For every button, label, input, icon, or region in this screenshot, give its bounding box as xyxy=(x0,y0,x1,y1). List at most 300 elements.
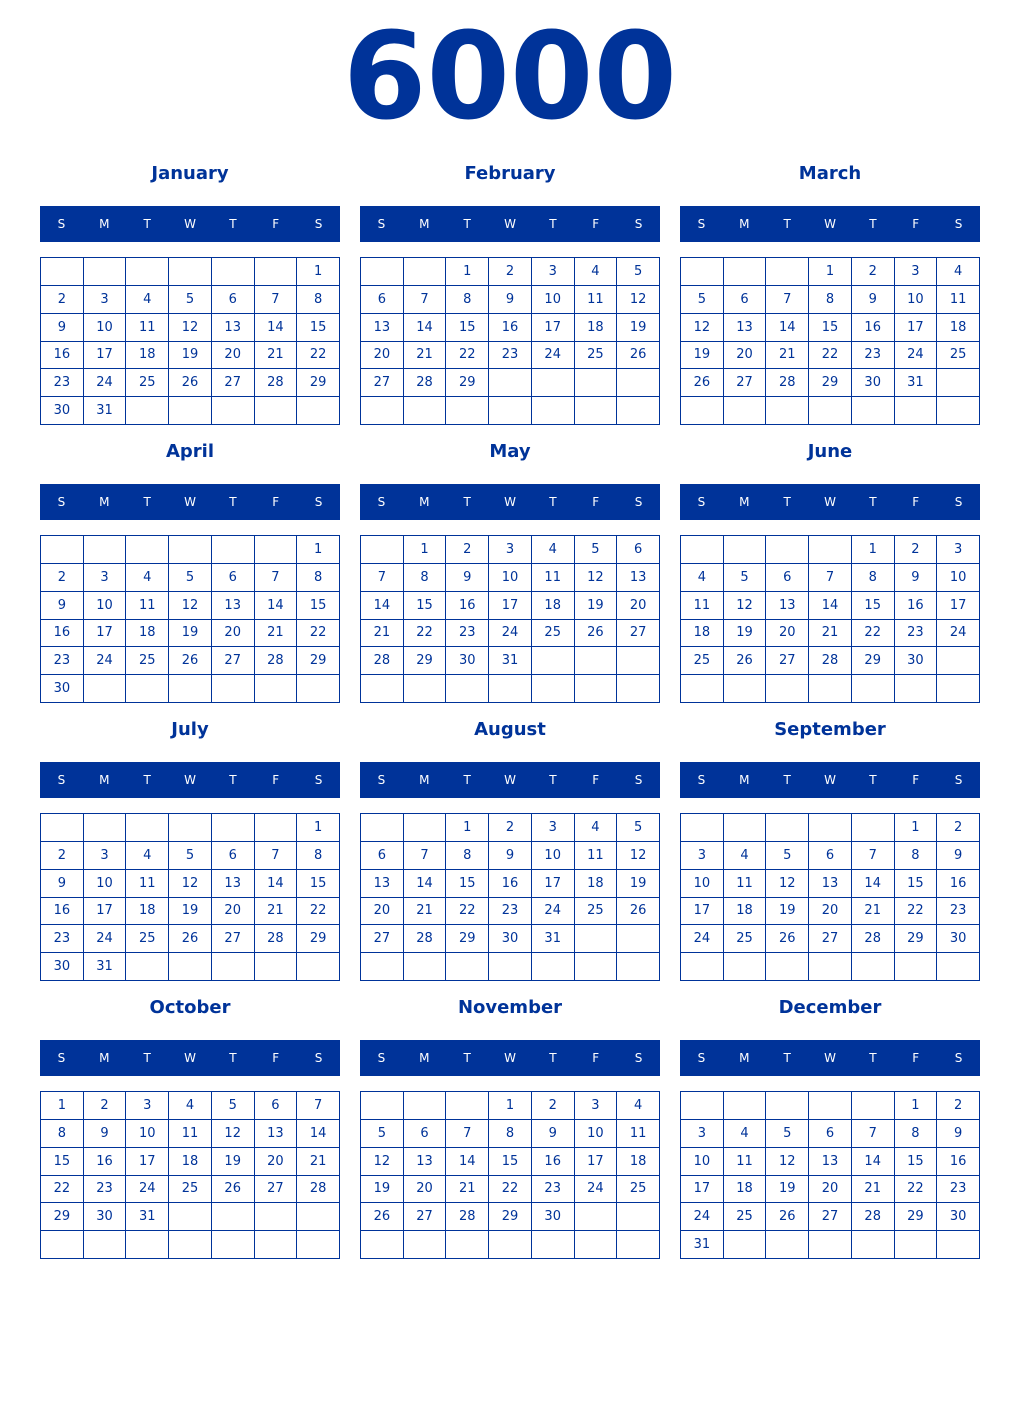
weekday-header: T xyxy=(463,495,471,509)
day-cell: 24 xyxy=(895,342,938,370)
day-cell: 13 xyxy=(361,870,404,898)
weekday-header: W xyxy=(824,773,836,787)
day-cell: 20 xyxy=(255,1148,298,1176)
empty-day-cell xyxy=(532,647,575,675)
day-cell: 21 xyxy=(852,898,895,926)
weekday-header: T xyxy=(229,495,237,509)
weekday-header-bar xyxy=(40,1040,340,1076)
weekday-header: T xyxy=(229,217,237,231)
day-cell: 29 xyxy=(297,647,340,675)
day-cell: 12 xyxy=(169,314,212,342)
day-cell: 5 xyxy=(212,1092,255,1120)
day-cell: 27 xyxy=(809,1203,852,1231)
empty-day-cell xyxy=(852,397,895,425)
empty-day-cell xyxy=(126,675,169,703)
day-cell: 9 xyxy=(895,564,938,592)
day-cell: 26 xyxy=(169,925,212,953)
day-cell: 5 xyxy=(766,1120,809,1148)
empty-day-cell xyxy=(681,814,724,842)
day-cell: 30 xyxy=(895,647,938,675)
day-cell: 29 xyxy=(297,369,340,397)
day-cell: 23 xyxy=(532,1176,575,1204)
day-cell: 11 xyxy=(575,286,618,314)
day-cell: 8 xyxy=(404,564,447,592)
empty-day-cell xyxy=(212,675,255,703)
day-cell: 9 xyxy=(532,1120,575,1148)
day-cell: 13 xyxy=(404,1148,447,1176)
weekday-header: S xyxy=(634,217,643,231)
empty-day-cell xyxy=(766,536,809,564)
weekday-header: M xyxy=(419,495,430,509)
weekday-header: T xyxy=(143,217,151,231)
day-cell: 28 xyxy=(255,369,298,397)
empty-day-cell xyxy=(937,953,980,981)
day-cell: 15 xyxy=(895,870,938,898)
day-cell: 10 xyxy=(681,870,724,898)
day-cell: 11 xyxy=(126,870,169,898)
empty-day-cell xyxy=(446,953,489,981)
empty-day-cell xyxy=(617,369,660,397)
empty-day-cell xyxy=(852,1092,895,1120)
day-cell: 22 xyxy=(489,1176,532,1204)
weekday-header-bar xyxy=(360,484,660,520)
day-cell: 7 xyxy=(809,564,852,592)
day-cell: 18 xyxy=(724,1176,767,1204)
day-cell: 16 xyxy=(41,620,84,648)
day-cell: 22 xyxy=(41,1176,84,1204)
day-cell: 25 xyxy=(724,925,767,953)
weekday-header: M xyxy=(99,495,110,509)
weekday-header: T xyxy=(143,773,151,787)
day-cell: 24 xyxy=(937,620,980,648)
weekday-header: F xyxy=(912,495,920,509)
day-cell: 14 xyxy=(255,592,298,620)
month-name: September xyxy=(774,719,886,740)
empty-day-cell xyxy=(681,675,724,703)
day-cell: 27 xyxy=(361,369,404,397)
day-cell: 19 xyxy=(724,620,767,648)
day-cell: 18 xyxy=(532,592,575,620)
day-cell: 3 xyxy=(84,286,127,314)
day-cell: 6 xyxy=(212,286,255,314)
weekday-header: T xyxy=(549,217,557,231)
day-cell: 1 xyxy=(297,814,340,842)
day-cell: 1 xyxy=(41,1092,84,1120)
day-cell: 3 xyxy=(532,258,575,286)
day-cell: 23 xyxy=(41,647,84,675)
day-cell: 10 xyxy=(84,592,127,620)
day-cell: 30 xyxy=(41,675,84,703)
weekday-header: M xyxy=(739,217,750,231)
day-cell: 16 xyxy=(41,342,84,370)
empty-day-cell xyxy=(361,397,404,425)
day-cell: 17 xyxy=(532,314,575,342)
weekday-header: W xyxy=(824,495,836,509)
weekday-header: S xyxy=(697,495,706,509)
day-cell: 4 xyxy=(937,258,980,286)
empty-day-cell xyxy=(617,675,660,703)
month-name: February xyxy=(464,163,556,184)
empty-day-cell xyxy=(255,953,298,981)
empty-day-cell xyxy=(681,953,724,981)
day-cell: 4 xyxy=(617,1092,660,1120)
day-cell: 27 xyxy=(212,647,255,675)
weekday-header: S xyxy=(57,495,66,509)
empty-day-cell xyxy=(766,1092,809,1120)
weekday-header: S xyxy=(314,1051,323,1065)
weekday-header: F xyxy=(592,495,600,509)
day-cell: 28 xyxy=(361,647,404,675)
day-cell: 14 xyxy=(297,1120,340,1148)
day-cell: 14 xyxy=(255,314,298,342)
empty-day-cell xyxy=(852,675,895,703)
day-cell: 31 xyxy=(532,925,575,953)
day-cell: 11 xyxy=(126,314,169,342)
empty-day-cell xyxy=(937,647,980,675)
weekday-header: S xyxy=(954,495,963,509)
day-cell: 15 xyxy=(852,592,895,620)
empty-day-cell xyxy=(724,814,767,842)
day-cell: 2 xyxy=(937,814,980,842)
empty-day-cell xyxy=(532,369,575,397)
day-cell: 12 xyxy=(212,1120,255,1148)
empty-day-cell xyxy=(852,814,895,842)
day-cell: 14 xyxy=(404,314,447,342)
day-cell: 16 xyxy=(532,1148,575,1176)
empty-day-cell xyxy=(617,1203,660,1231)
empty-day-cell xyxy=(575,397,618,425)
day-cell: 11 xyxy=(169,1120,212,1148)
day-cell: 14 xyxy=(255,870,298,898)
empty-day-cell xyxy=(937,675,980,703)
day-cell: 29 xyxy=(446,369,489,397)
day-cell: 3 xyxy=(575,1092,618,1120)
day-cell: 13 xyxy=(212,592,255,620)
day-cell: 2 xyxy=(489,814,532,842)
empty-day-cell xyxy=(937,369,980,397)
day-cell: 26 xyxy=(681,369,724,397)
day-cell: 4 xyxy=(532,536,575,564)
day-cell: 9 xyxy=(937,842,980,870)
month-name: August xyxy=(474,719,546,740)
day-cell: 9 xyxy=(937,1120,980,1148)
day-cell: 1 xyxy=(895,1092,938,1120)
day-cell: 16 xyxy=(489,314,532,342)
day-cell: 15 xyxy=(41,1148,84,1176)
empty-day-cell xyxy=(361,814,404,842)
day-cell: 26 xyxy=(169,647,212,675)
day-cell: 7 xyxy=(446,1120,489,1148)
weekday-header: M xyxy=(99,1051,110,1065)
empty-day-cell xyxy=(212,953,255,981)
empty-day-cell xyxy=(809,1231,852,1259)
day-cell: 12 xyxy=(575,564,618,592)
empty-day-cell xyxy=(766,953,809,981)
empty-day-cell xyxy=(489,675,532,703)
month-name: October xyxy=(149,997,231,1018)
day-cell: 25 xyxy=(126,647,169,675)
weekday-header: M xyxy=(739,1051,750,1065)
day-cell: 29 xyxy=(489,1203,532,1231)
weekday-header: T xyxy=(463,217,471,231)
weekday-header: T xyxy=(869,1051,877,1065)
day-grid xyxy=(40,257,340,425)
empty-day-cell xyxy=(809,1092,852,1120)
day-cell: 6 xyxy=(404,1120,447,1148)
day-cell: 21 xyxy=(404,342,447,370)
weekday-header: S xyxy=(954,217,963,231)
day-cell: 1 xyxy=(404,536,447,564)
day-cell: 19 xyxy=(361,1176,404,1204)
empty-day-cell xyxy=(404,814,447,842)
weekday-header: S xyxy=(377,217,386,231)
empty-day-cell xyxy=(809,953,852,981)
day-cell: 26 xyxy=(212,1176,255,1204)
weekday-header: S xyxy=(954,1051,963,1065)
day-cell: 30 xyxy=(852,369,895,397)
day-grid xyxy=(40,1091,340,1259)
day-cell: 27 xyxy=(766,647,809,675)
day-cell: 10 xyxy=(126,1120,169,1148)
day-cell: 29 xyxy=(404,647,447,675)
day-cell: 12 xyxy=(681,314,724,342)
day-cell: 15 xyxy=(297,314,340,342)
day-cell: 16 xyxy=(446,592,489,620)
month-name: January xyxy=(151,163,229,184)
day-cell: 10 xyxy=(84,870,127,898)
day-cell: 26 xyxy=(766,925,809,953)
empty-day-cell xyxy=(169,258,212,286)
weekday-header: S xyxy=(314,217,323,231)
day-cell: 18 xyxy=(575,314,618,342)
weekday-header: S xyxy=(377,495,386,509)
day-cell: 3 xyxy=(489,536,532,564)
day-cell: 25 xyxy=(681,647,724,675)
month-name: June xyxy=(807,441,853,462)
day-cell: 18 xyxy=(169,1148,212,1176)
empty-day-cell xyxy=(169,953,212,981)
day-cell: 28 xyxy=(766,369,809,397)
weekday-header: T xyxy=(549,773,557,787)
day-cell: 7 xyxy=(297,1092,340,1120)
day-cell: 25 xyxy=(575,898,618,926)
day-cell: 20 xyxy=(361,898,404,926)
day-cell: 3 xyxy=(937,536,980,564)
day-cell: 22 xyxy=(809,342,852,370)
day-cell: 26 xyxy=(617,898,660,926)
day-cell: 1 xyxy=(446,814,489,842)
day-cell: 8 xyxy=(41,1120,84,1148)
day-cell: 6 xyxy=(809,842,852,870)
day-cell: 15 xyxy=(297,870,340,898)
day-cell: 24 xyxy=(84,925,127,953)
day-cell: 18 xyxy=(126,898,169,926)
day-cell: 25 xyxy=(937,342,980,370)
day-cell: 15 xyxy=(489,1148,532,1176)
day-cell: 19 xyxy=(617,314,660,342)
day-cell: 6 xyxy=(617,536,660,564)
day-cell: 28 xyxy=(852,1203,895,1231)
day-cell: 14 xyxy=(766,314,809,342)
day-cell: 9 xyxy=(446,564,489,592)
empty-day-cell xyxy=(41,536,84,564)
weekday-header: S xyxy=(954,773,963,787)
day-cell: 19 xyxy=(169,342,212,370)
weekday-header-bar xyxy=(360,1040,660,1076)
day-cell: 14 xyxy=(446,1148,489,1176)
weekday-header: F xyxy=(912,1051,920,1065)
day-cell: 12 xyxy=(169,870,212,898)
weekday-header: F xyxy=(912,773,920,787)
day-cell: 30 xyxy=(84,1203,127,1231)
day-cell: 1 xyxy=(297,258,340,286)
weekday-header: M xyxy=(99,773,110,787)
day-cell: 8 xyxy=(895,842,938,870)
empty-day-cell xyxy=(446,675,489,703)
day-cell: 7 xyxy=(766,286,809,314)
day-cell: 18 xyxy=(937,314,980,342)
day-cell: 7 xyxy=(404,286,447,314)
day-cell: 30 xyxy=(41,953,84,981)
day-cell: 11 xyxy=(532,564,575,592)
day-cell: 17 xyxy=(575,1148,618,1176)
weekday-header: S xyxy=(634,495,643,509)
weekday-header-bar xyxy=(40,484,340,520)
day-cell: 17 xyxy=(895,314,938,342)
day-cell: 3 xyxy=(84,842,127,870)
weekday-header: S xyxy=(634,773,643,787)
empty-day-cell xyxy=(681,536,724,564)
empty-day-cell xyxy=(895,1231,938,1259)
month-name: December xyxy=(778,997,882,1018)
weekday-header: M xyxy=(419,1051,430,1065)
weekday-header: W xyxy=(184,495,196,509)
day-cell: 16 xyxy=(852,314,895,342)
empty-day-cell xyxy=(724,1092,767,1120)
empty-day-cell xyxy=(404,953,447,981)
day-cell: 11 xyxy=(575,842,618,870)
day-cell: 26 xyxy=(724,647,767,675)
day-cell: 17 xyxy=(681,898,724,926)
day-cell: 4 xyxy=(575,814,618,842)
day-cell: 29 xyxy=(895,1203,938,1231)
weekday-header: T xyxy=(783,1051,791,1065)
day-cell: 12 xyxy=(766,1148,809,1176)
empty-day-cell xyxy=(255,1231,298,1259)
day-cell: 2 xyxy=(41,842,84,870)
empty-day-cell xyxy=(41,258,84,286)
empty-day-cell xyxy=(532,675,575,703)
day-cell: 13 xyxy=(617,564,660,592)
day-cell: 13 xyxy=(361,314,404,342)
day-cell: 23 xyxy=(895,620,938,648)
day-cell: 31 xyxy=(126,1203,169,1231)
day-cell: 22 xyxy=(895,1176,938,1204)
empty-day-cell xyxy=(724,675,767,703)
day-cell: 19 xyxy=(575,592,618,620)
day-cell: 18 xyxy=(617,1148,660,1176)
day-cell: 17 xyxy=(84,342,127,370)
empty-day-cell xyxy=(532,1231,575,1259)
day-cell: 27 xyxy=(404,1203,447,1231)
empty-day-cell xyxy=(809,675,852,703)
day-grid xyxy=(40,813,340,981)
weekday-header-bar xyxy=(680,1040,980,1076)
empty-day-cell xyxy=(361,953,404,981)
day-cell: 6 xyxy=(766,564,809,592)
day-cell: 21 xyxy=(255,898,298,926)
day-cell: 15 xyxy=(895,1148,938,1176)
day-cell: 19 xyxy=(766,1176,809,1204)
empty-day-cell xyxy=(532,953,575,981)
day-grid xyxy=(360,257,660,425)
day-cell: 25 xyxy=(126,369,169,397)
day-cell: 30 xyxy=(41,397,84,425)
day-cell: 1 xyxy=(809,258,852,286)
day-cell: 4 xyxy=(126,564,169,592)
day-cell: 16 xyxy=(937,1148,980,1176)
day-cell: 2 xyxy=(489,258,532,286)
weekday-header: T xyxy=(783,495,791,509)
weekday-header: W xyxy=(504,1051,516,1065)
empty-day-cell xyxy=(617,925,660,953)
day-cell: 2 xyxy=(84,1092,127,1120)
empty-day-cell xyxy=(489,369,532,397)
month-name: May xyxy=(489,441,531,462)
day-cell: 29 xyxy=(446,925,489,953)
day-cell: 24 xyxy=(126,1176,169,1204)
day-cell: 5 xyxy=(617,258,660,286)
day-cell: 10 xyxy=(84,314,127,342)
day-cell: 5 xyxy=(169,286,212,314)
day-grid xyxy=(680,257,980,425)
day-cell: 6 xyxy=(724,286,767,314)
empty-day-cell xyxy=(212,397,255,425)
day-cell: 20 xyxy=(617,592,660,620)
day-cell: 23 xyxy=(489,898,532,926)
day-cell: 5 xyxy=(681,286,724,314)
empty-day-cell xyxy=(169,814,212,842)
day-cell: 4 xyxy=(169,1092,212,1120)
day-cell: 10 xyxy=(532,842,575,870)
day-cell: 6 xyxy=(255,1092,298,1120)
day-cell: 30 xyxy=(937,1203,980,1231)
day-cell: 20 xyxy=(809,898,852,926)
day-cell: 21 xyxy=(446,1176,489,1204)
day-cell: 9 xyxy=(84,1120,127,1148)
empty-day-cell xyxy=(169,1231,212,1259)
day-cell: 27 xyxy=(212,369,255,397)
empty-day-cell xyxy=(617,953,660,981)
day-cell: 18 xyxy=(724,898,767,926)
day-cell: 15 xyxy=(446,314,489,342)
day-cell: 20 xyxy=(361,342,404,370)
day-cell: 21 xyxy=(255,342,298,370)
day-cell: 11 xyxy=(617,1120,660,1148)
weekday-header: W xyxy=(824,1051,836,1065)
empty-day-cell xyxy=(212,1231,255,1259)
day-cell: 21 xyxy=(404,898,447,926)
empty-day-cell xyxy=(126,814,169,842)
day-cell: 28 xyxy=(404,925,447,953)
weekday-header: S xyxy=(314,773,323,787)
day-cell: 7 xyxy=(852,842,895,870)
weekday-header: S xyxy=(634,1051,643,1065)
empty-day-cell xyxy=(212,258,255,286)
day-cell: 21 xyxy=(852,1176,895,1204)
day-grid xyxy=(360,813,660,981)
weekday-header-bar xyxy=(40,762,340,798)
